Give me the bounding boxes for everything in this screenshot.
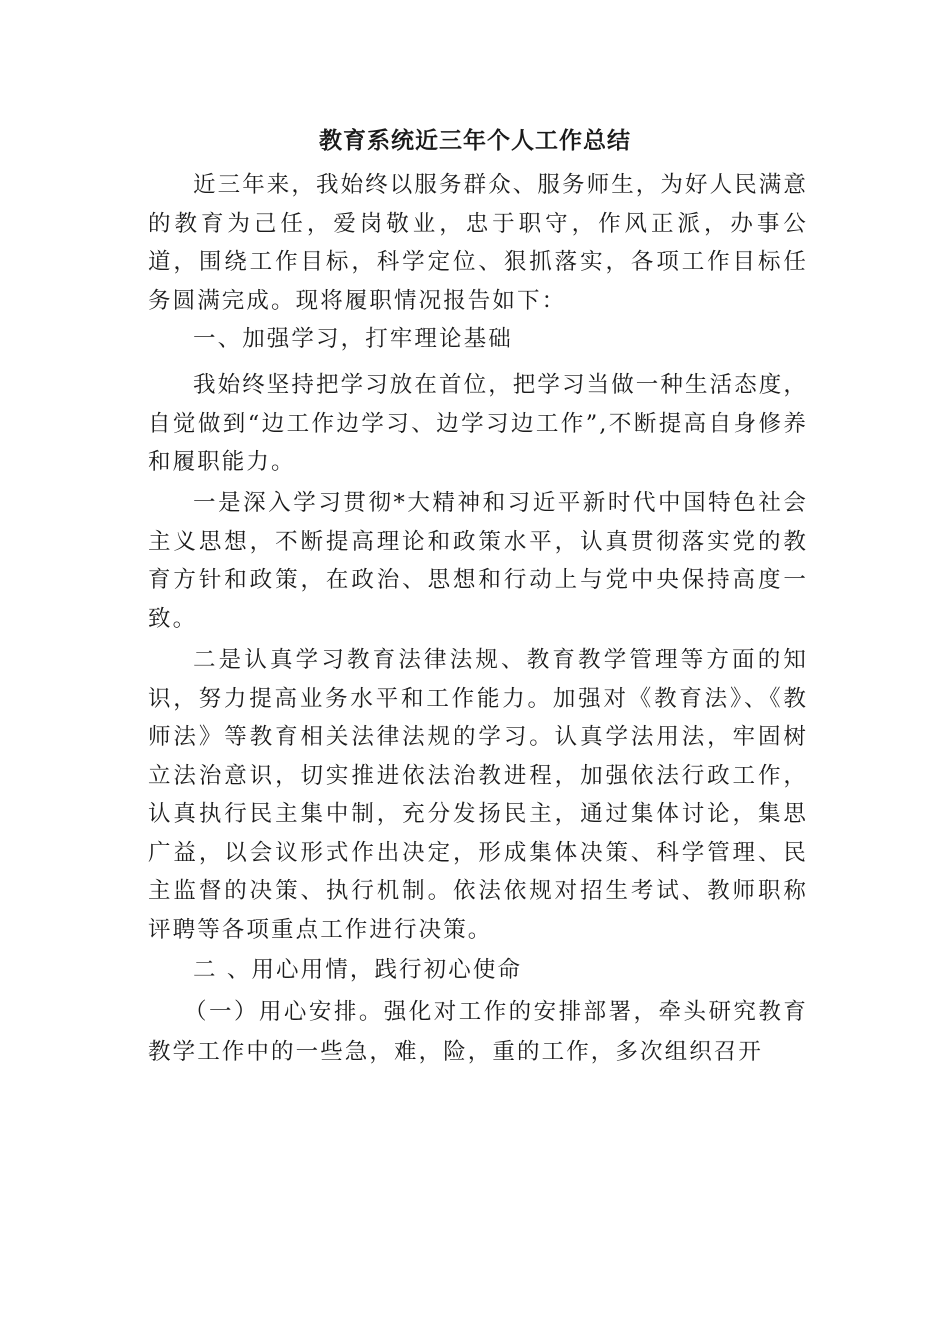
point-two-paragraph: 二是认真学习教育法律法规、教育教学管理等方面的知识，努力提高业务水平和工作能力。加强对《教育法》、《教师法》等教育相关法律法规的学习。认真学法用法，牢固树立法治意识，切实推进依法治教进程，加强依法行政工作，认真执行民主集中制，充分发扬民主，通过集体讨论，集思广益，以会议形式作出决定，形成集体决策、科学管理、民主监督的决策、执行机制。依法依规对招生考试、教师职称评聘等各项重点工作进行决策。 <box>148 647 808 943</box>
point-one-paragraph: 一是深入学习贯彻*大精神和习近平新时代中国特色社会主义思想，不断提高理论和政策水平，认真贯彻落实党的教育方针和政策，在政治、思想和行动上与党中央保持高度一致。 <box>148 490 808 632</box>
document-title: 教育系统近三年个人工作总结 <box>319 127 631 154</box>
section-heading-1: 一、加强学习，打牢理论基础 <box>193 326 513 352</box>
section-heading-2: 二 、用心用情，践行初心使命 <box>193 957 523 983</box>
arrangement-paragraph: （一）用心安排。强化对工作的安排部署，牵头研究教育教学工作中的一些急，难，险，重的工作，多次组织召开 <box>148 999 808 1065</box>
intro-paragraph: 近三年来，我始终以服务群众、服务师生，为好人民满意的教育为己任，爱岗敬业，忠于职守，作风正派，办事公道，围绕工作目标，科学定位、狠抓落实，各项工作目标任务圆满完成。现将履职情况报告如下： <box>148 172 809 314</box>
study-paragraph: 我始终坚持把学习放在首位，把学习当做一种生活态度，自觉做到“边工作边学习、边学习边工作”,不断提高自身修养和履职能力。 <box>148 372 809 475</box>
